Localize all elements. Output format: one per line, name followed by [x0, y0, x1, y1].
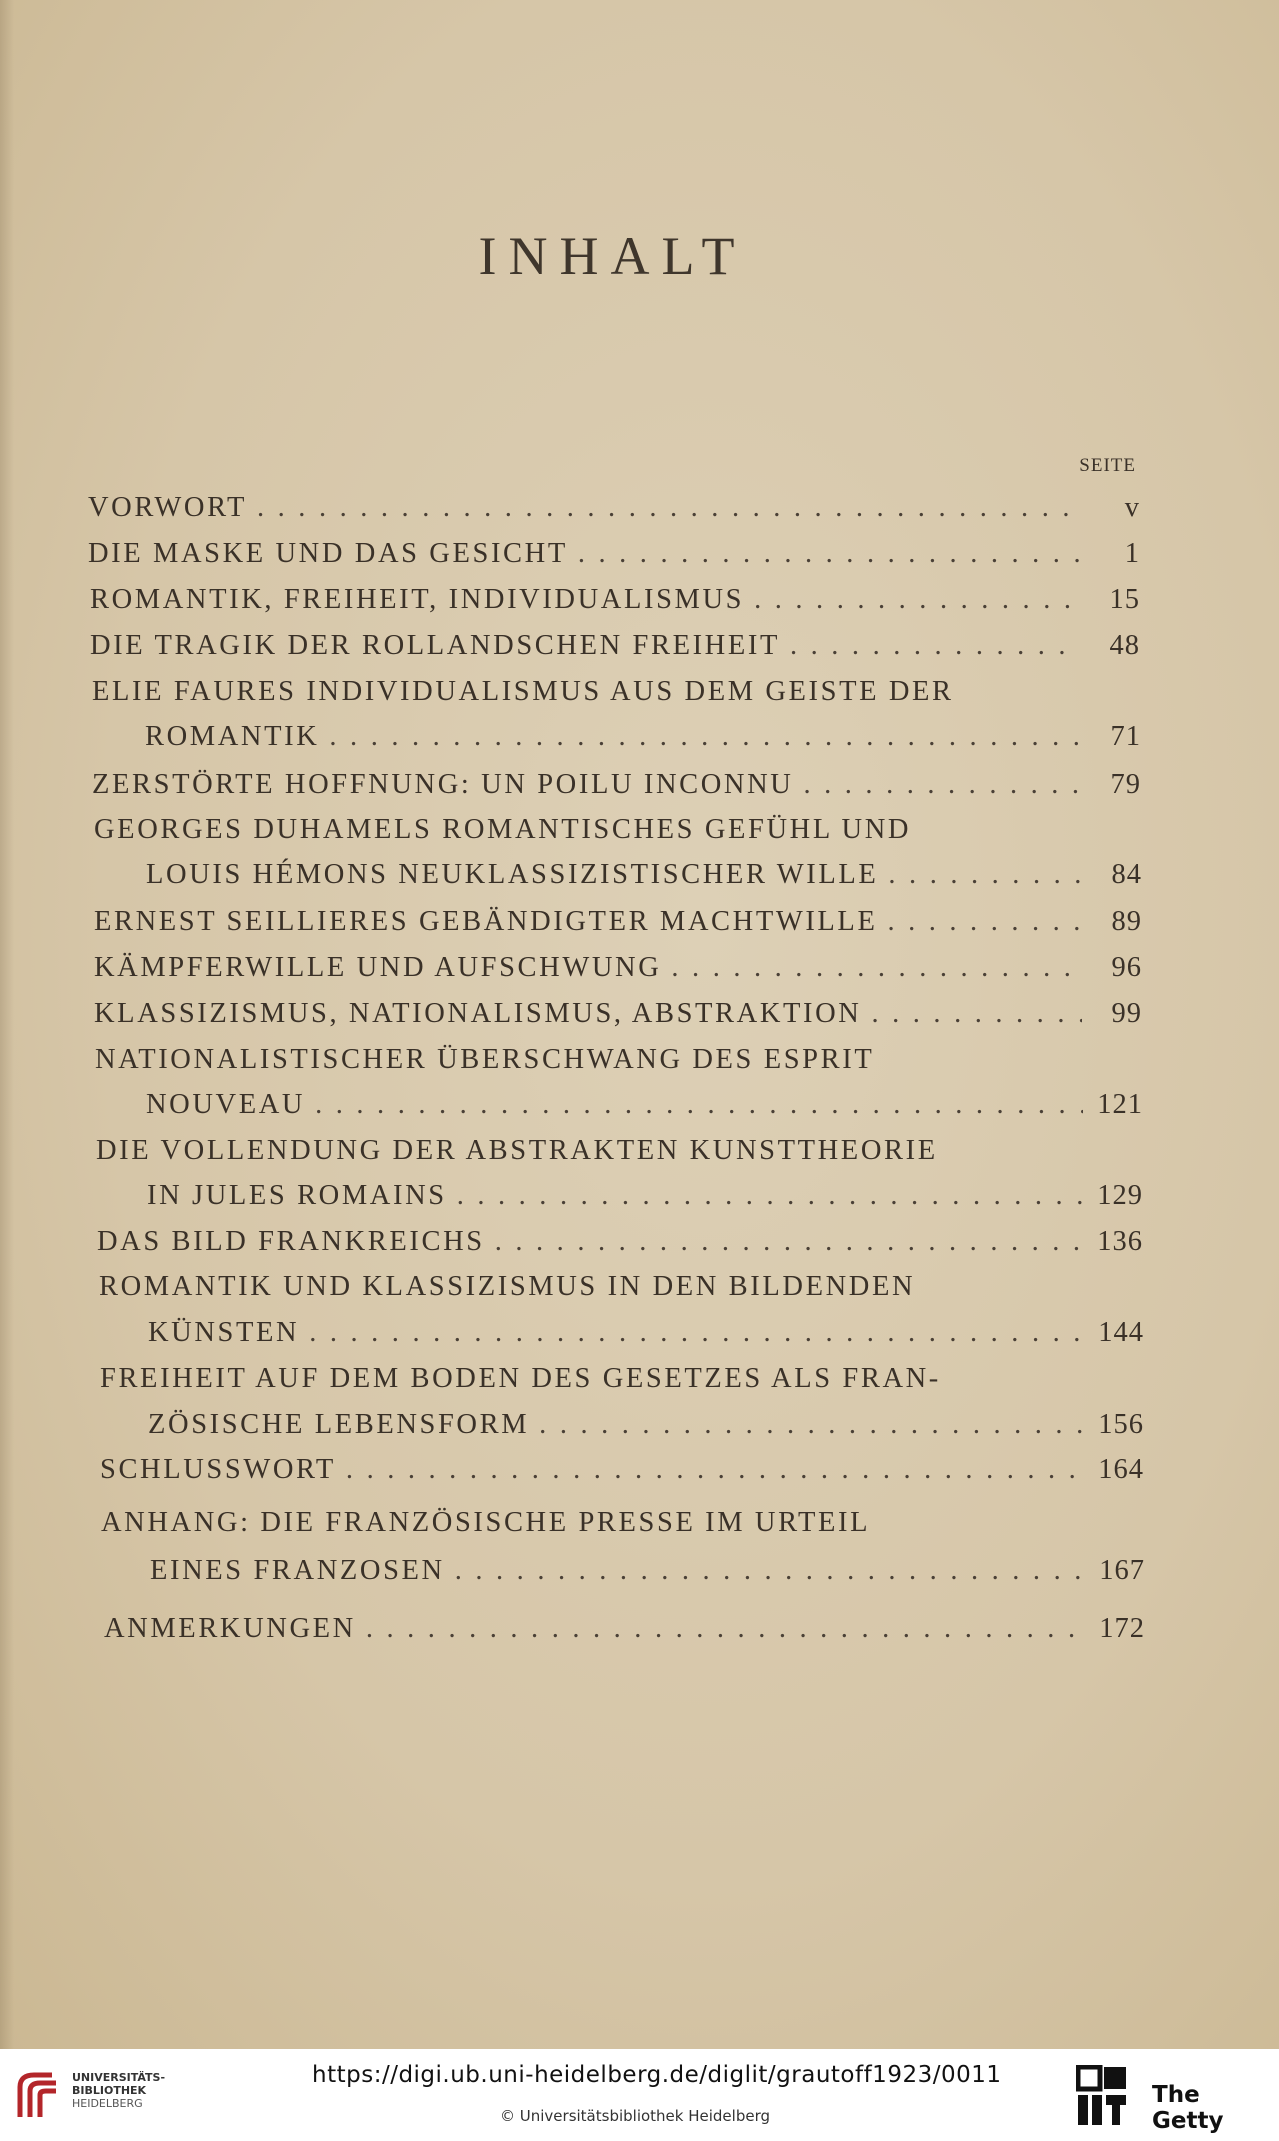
toc-entry [104, 1611, 1145, 1647]
leader-dots [346, 1452, 1084, 1488]
leader-dots [366, 1611, 1085, 1647]
leader-dots [539, 1407, 1084, 1443]
toc-entry-title: ZÖSISCHE LEBENSFORM [148, 1409, 530, 1440]
toc-entry [88, 490, 1140, 526]
leader-dots [309, 1315, 1084, 1351]
toc-entry-page: 129 [1097, 1180, 1143, 1211]
toc-entry-page: 136 [1097, 1226, 1143, 1257]
toc-entry-title: ROMANTIK [145, 721, 320, 752]
toc-entry-title: ANMERKUNGEN [104, 1613, 356, 1644]
university-library-logo-icon [12, 2069, 62, 2124]
toc-entry-page: 84 [1111, 859, 1142, 890]
toc-entry [88, 536, 1140, 572]
toc-entry-page: 79 [1110, 769, 1141, 800]
toc-entry-title: VORWORT [88, 492, 247, 523]
toc-entry-page: 48 [1109, 630, 1140, 661]
viewer-footer [0, 2049, 1279, 2141]
toc-entry-page: 99 [1111, 998, 1142, 1029]
leader-dots [257, 490, 1080, 526]
toc-entry-first-line: GEORGES DUHAMELS ROMANTISCHES GEFÜHL UND [94, 814, 912, 845]
toc-entry-title: KÄMPFERWILLE UND AUFSCHWUNG [94, 952, 662, 983]
seite-column-label: SEITE [1079, 455, 1136, 476]
toc-entry-title: SCHLUSSWORT [100, 1454, 336, 1485]
toc-entry [100, 1452, 1144, 1488]
toc-entry-first-line: DIE VOLLENDUNG DER ABSTRAKTEN KUNSTTHEORIE [96, 1135, 938, 1166]
toc-entry [148, 1407, 1144, 1443]
toc-entry-title: ZERSTÖRTE HOFFNUNG: UN POILU INCONNU [92, 769, 794, 800]
toc-entry-page: 89 [1111, 906, 1142, 937]
toc-entry [94, 996, 1142, 1032]
leader-dots [803, 767, 1081, 803]
library-name-line: UNIVERSITÄTS- [72, 2071, 166, 2084]
toc-entry-title: ROMANTIK, FREIHEIT, INDIVIDUALISMUS [90, 584, 745, 615]
toc-entry [97, 1224, 1143, 1260]
toc-entry-title: DIE MASKE UND DAS GESICHT [88, 538, 568, 569]
toc-entry-title: KÜNSTEN [148, 1317, 300, 1348]
toc-entry-page: 167 [1099, 1555, 1145, 1586]
leader-dots [871, 996, 1082, 1032]
toc-entry [147, 1178, 1143, 1214]
toc-entry-page: 15 [1109, 584, 1140, 615]
permalink-url[interactable]: https://digi.ub.uni-heidelberg.de/diglit/grautoff1923/0011 [312, 2062, 1002, 2088]
leader-dots [315, 1087, 1083, 1123]
toc-entry [148, 1315, 1144, 1351]
toc-entry [90, 628, 1140, 664]
toc-entry-page: v [1124, 492, 1140, 523]
leader-dots [457, 1178, 1083, 1214]
toc-entry-page: 121 [1097, 1089, 1143, 1120]
toc-entry [90, 582, 1140, 618]
toc-entry-page: 144 [1098, 1317, 1144, 1348]
partner-name: The Getty [1152, 2082, 1224, 2134]
leader-dots [455, 1553, 1085, 1589]
toc-entry-page: 164 [1098, 1454, 1144, 1485]
toc-entry-title: KLASSIZISMUS, NATIONALISMUS, ABSTRAKTION [94, 998, 862, 1029]
leader-dots [790, 628, 1080, 664]
toc-entry-first-line: FREIHEIT AUF DEM BODEN DES GESETZES ALS FRAN- [100, 1363, 941, 1394]
toc-entry [92, 767, 1141, 803]
toc-entry [146, 1087, 1143, 1123]
toc-entry [150, 1553, 1145, 1589]
toc-entry [145, 719, 1141, 755]
toc-entry [94, 904, 1142, 940]
library-name-line: BIBLIOTHEK [72, 2084, 147, 2097]
leader-dots [578, 536, 1080, 572]
toc-entry-title: LOUIS HÉMONS NEUKLASSIZISTISCHER WILLE [146, 859, 879, 890]
leader-dots [329, 719, 1081, 755]
leader-dots [495, 1224, 1083, 1260]
leader-dots [754, 582, 1080, 618]
toc-entry-title: NOUVEAU [146, 1089, 306, 1120]
toc-entry-page: 71 [1110, 721, 1141, 752]
toc-entry-title: IN JULES ROMAINS [147, 1180, 447, 1211]
leader-dots [888, 857, 1082, 893]
toc-entry-first-line: ANHANG: DIE FRANZÖSISCHE PRESSE IM URTEIL [101, 1507, 871, 1538]
copyright-notice: © Universitätsbibliothek Heidelberg [500, 2107, 771, 2125]
toc-entry-first-line: ROMANTIK UND KLASSIZISMUS IN DEN BILDENDEN [99, 1271, 916, 1302]
toc-entry-page: 96 [1111, 952, 1142, 983]
toc-entry-page: 172 [1099, 1613, 1145, 1644]
page-title: INHALT [478, 226, 747, 286]
toc-entry [94, 950, 1142, 986]
toc-entry-page: 156 [1098, 1409, 1144, 1440]
getty-logo-icon [1076, 2065, 1128, 2127]
library-name-line: HEIDELBERG [72, 2097, 143, 2110]
leader-dots [887, 904, 1082, 940]
leader-dots [671, 950, 1082, 986]
toc-entry-first-line: NATIONALISTISCHER ÜBERSCHWANG DES ESPRIT [95, 1044, 875, 1075]
university-library-name [72, 2071, 165, 2110]
toc-entry-title: EINES FRANZOSEN [150, 1555, 445, 1586]
toc-entry-title: ERNEST SEILLIERES GEBÄNDIGTER MACHTWILLE [94, 906, 878, 937]
toc-entry-page: 1 [1124, 538, 1140, 569]
toc-entry-title: DAS BILD FRANKREICHS [97, 1226, 485, 1257]
toc-entry-title: DIE TRAGIK DER ROLLANDSCHEN FREIHEIT [90, 630, 780, 661]
toc-entry [146, 857, 1142, 893]
toc-entry-first-line: ELIE FAURES INDIVIDUALISMUS AUS DEM GEISTE DER [92, 676, 954, 707]
